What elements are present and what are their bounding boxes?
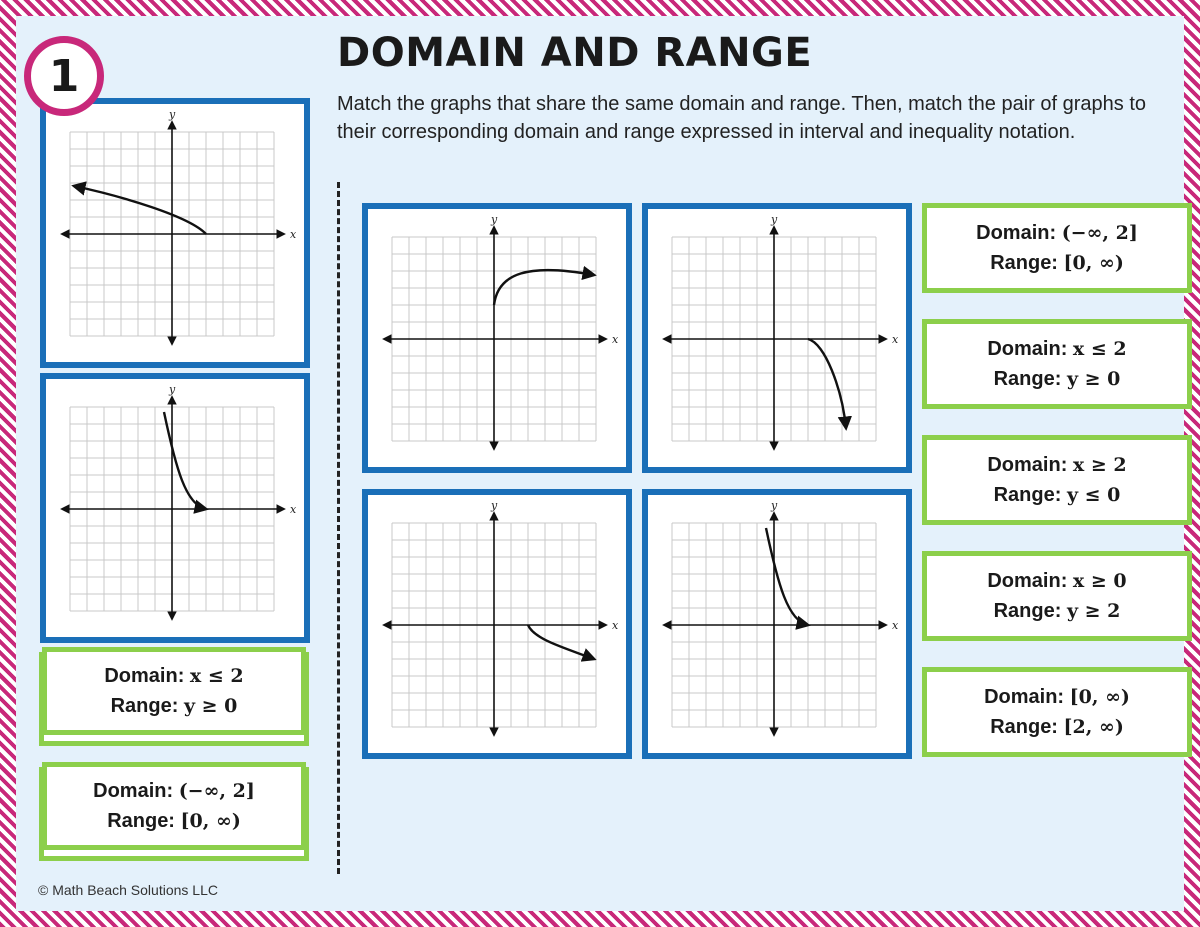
- range-value: [0, ∞): [180, 810, 241, 832]
- domain-key: Domain:: [104, 665, 185, 687]
- range-key: Range:: [990, 252, 1058, 274]
- label-domain-row: [987, 334, 1126, 364]
- label-domain-row: [984, 682, 1130, 712]
- y-axis-label: y: [169, 383, 176, 396]
- y-axis-label: y: [491, 499, 498, 512]
- domain-value: x ≤ 2: [189, 665, 244, 687]
- x-axis-label: x: [892, 619, 899, 632]
- range-value: [0, ∞): [1063, 252, 1124, 274]
- range-value: [2, ∞): [1063, 716, 1124, 738]
- label-range-row: [107, 806, 241, 836]
- graph-left-2: [46, 379, 304, 637]
- card-number: 1: [48, 50, 80, 102]
- x-axis-label: x: [892, 333, 899, 346]
- range-value: y ≥ 0: [1066, 368, 1121, 390]
- label-card-right-5[interactable]: [922, 667, 1192, 757]
- page-title: DOMAIN AND RANGE: [337, 30, 813, 76]
- label-card-right-3[interactable]: [922, 435, 1192, 525]
- range-key: Range:: [110, 695, 179, 717]
- x-axis-label: x: [612, 619, 619, 632]
- label-range-row: [990, 248, 1124, 278]
- range-key: Range:: [993, 484, 1062, 506]
- domain-key: Domain:: [987, 570, 1068, 592]
- graph-card-grid-3[interactable]: [362, 489, 632, 759]
- domain-value: [0, ∞): [1069, 686, 1130, 708]
- label-domain-row: [976, 218, 1138, 248]
- label-domain-row: [987, 450, 1126, 480]
- graph-grid-2: [648, 209, 906, 467]
- label-card-right-2[interactable]: [922, 319, 1192, 409]
- x-axis-label: x: [290, 503, 297, 516]
- label-card-right-1[interactable]: [922, 203, 1192, 293]
- graph-card-grid-1[interactable]: [362, 203, 632, 473]
- range-key: Range:: [990, 716, 1058, 738]
- domain-key: Domain:: [976, 222, 1057, 244]
- graph-grid-1: [368, 209, 626, 467]
- range-value: y ≥ 2: [1066, 600, 1121, 622]
- range-key: Range:: [993, 600, 1062, 622]
- label-range-row: [994, 364, 1121, 394]
- domain-value: (−∞, 2]: [178, 780, 255, 802]
- domain-value: x ≤ 2: [1072, 338, 1127, 360]
- y-axis-label: y: [771, 499, 778, 512]
- label-card-left-2[interactable]: [42, 762, 306, 850]
- label-range-row: [994, 480, 1121, 510]
- graph-grid-3: [368, 495, 626, 753]
- range-key: Range:: [107, 810, 175, 832]
- instructions-text: Match the graphs that share the same domain and range. Then, match the pair of graphs to their corresponding domain and range expressed in interval and inequality notation.: [337, 93, 1147, 143]
- domain-value: x ≥ 2: [1072, 454, 1127, 476]
- domain-key: Domain:: [984, 686, 1065, 708]
- domain-key: Domain:: [93, 780, 174, 802]
- function-curve: [164, 412, 206, 509]
- graph-card-grid-2[interactable]: [642, 203, 912, 473]
- label-domain-row: [987, 566, 1126, 596]
- range-value: y ≤ 0: [1066, 484, 1121, 506]
- function-curve: [766, 528, 808, 625]
- graph-grid-4: [648, 495, 906, 753]
- label-domain-row: [93, 776, 255, 806]
- label-domain-row: [104, 661, 243, 691]
- domain-key: Domain:: [987, 338, 1068, 360]
- function-curve: [74, 186, 206, 234]
- x-axis-label: x: [290, 228, 297, 241]
- domain-value: x ≥ 0: [1072, 570, 1127, 592]
- dashed-divider: [337, 182, 340, 874]
- graph-card-grid-4[interactable]: [642, 489, 912, 759]
- domain-value: (−∞, 2]: [1061, 222, 1138, 244]
- copyright-text: © Math Beach Solutions LLC: [38, 882, 218, 898]
- graph-left-1: [46, 104, 304, 362]
- label-range-row: [994, 596, 1121, 626]
- graph-card-left-1[interactable]: [40, 98, 310, 368]
- range-value: y ≥ 0: [183, 695, 238, 717]
- domain-key: Domain:: [987, 454, 1068, 476]
- graph-card-left-2[interactable]: [40, 373, 310, 643]
- function-curve: [808, 339, 846, 428]
- x-axis-label: x: [612, 333, 619, 346]
- y-axis-label: y: [491, 213, 498, 226]
- range-key: Range:: [993, 368, 1062, 390]
- card-number-badge: [24, 36, 104, 116]
- label-card-left-1[interactable]: [42, 647, 306, 735]
- label-range-row: [990, 712, 1124, 742]
- y-axis-label: y: [169, 108, 176, 121]
- y-axis-label: y: [771, 213, 778, 226]
- label-range-row: [111, 691, 238, 721]
- label-card-right-4[interactable]: [922, 551, 1192, 641]
